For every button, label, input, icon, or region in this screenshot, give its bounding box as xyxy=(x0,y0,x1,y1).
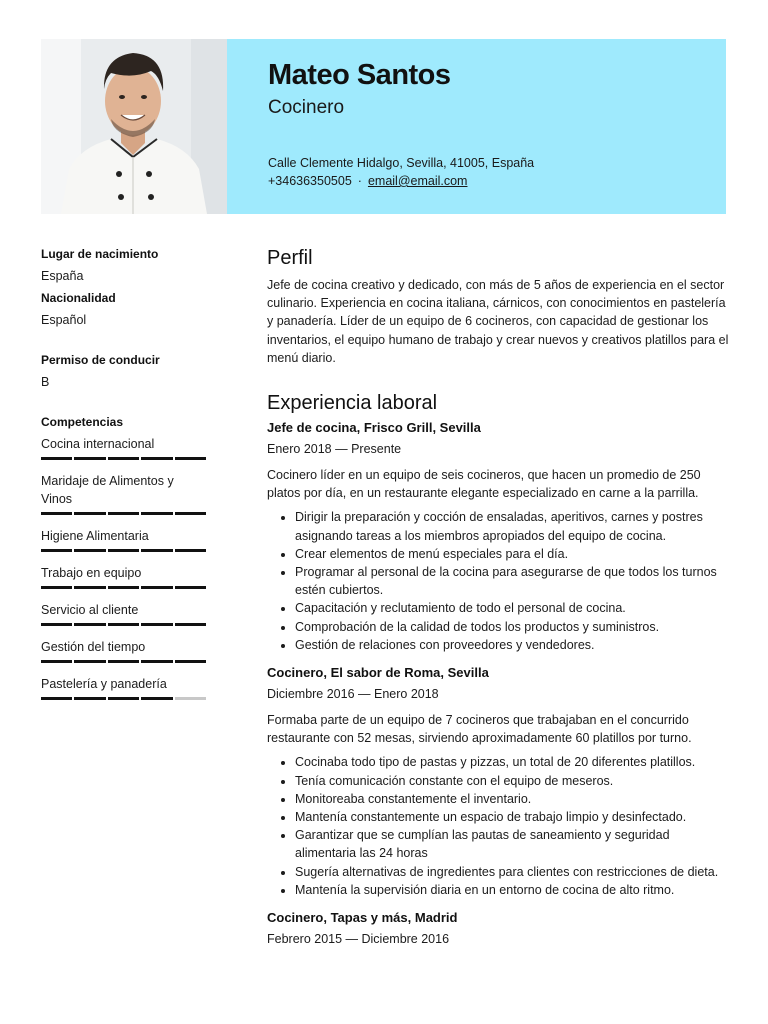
skill-level-segment xyxy=(41,623,72,626)
license-value: B xyxy=(41,375,50,389)
skill-level-bar xyxy=(41,512,206,515)
sidebar xyxy=(41,245,206,700)
nationality-value: Español xyxy=(41,313,87,327)
skill-level-segment xyxy=(141,549,172,552)
job-entry xyxy=(267,664,729,899)
skill-level-segment xyxy=(74,697,105,700)
birthplace-value: España xyxy=(41,269,84,283)
skill-level-segment xyxy=(41,697,72,700)
skill-level-segment xyxy=(175,697,206,700)
license-label: Permiso de conducir xyxy=(41,353,160,367)
skill-level-segment xyxy=(74,512,105,515)
skill-level-segment xyxy=(74,586,105,589)
profile-photo xyxy=(41,39,227,214)
skill-level-segment xyxy=(41,660,72,663)
skill-level-segment xyxy=(108,586,139,589)
job-summary: Cocinero líder en un equipo de seis cocineros, que hacen un promedio de 250 platos por día, en un restaurante elegante especializado en carne a la parrilla. xyxy=(267,468,701,501)
contact-separator: · xyxy=(357,174,362,188)
skill-item xyxy=(41,564,206,589)
skill-level-segment xyxy=(74,549,105,552)
experience-section-title: Experiencia laboral xyxy=(267,392,438,415)
list-item: • Crear elementos de menú especiales para el día. xyxy=(295,545,729,563)
candidate-address: Calle Clemente Hidalgo, Sevilla, 41005, España xyxy=(268,156,535,170)
job-heading: Cocinero, Tapas y más, Madrid xyxy=(267,910,458,926)
skill-level-segment xyxy=(175,586,206,589)
skills-label: Competencias xyxy=(41,415,124,429)
skill-level-bar xyxy=(41,549,206,552)
skill-item xyxy=(41,435,206,460)
contact-line xyxy=(268,174,467,188)
skill-level-segment xyxy=(74,623,105,626)
skill-level-segment xyxy=(41,457,72,460)
skills-list xyxy=(41,435,206,700)
birthplace-label: Lugar de nacimiento xyxy=(41,247,159,261)
job-dates: Febrero 2015 — Diciembre 2016 xyxy=(267,932,450,947)
skill-name: Gestión del tiempo xyxy=(41,640,146,654)
skill-level-segment xyxy=(108,457,139,460)
list-item: • Comprobación de la calidad de todos los productos y suministros. xyxy=(295,618,729,636)
skill-level-segment xyxy=(141,586,172,589)
skill-level-bar xyxy=(41,660,206,663)
job-bullets xyxy=(267,753,729,899)
skill-level-bar xyxy=(41,457,206,460)
skill-level-segment xyxy=(108,660,139,663)
skill-level-segment xyxy=(175,660,206,663)
skill-level-segment xyxy=(141,457,172,460)
list-item: • Gestión de relaciones con proveedores y vendedores. xyxy=(295,636,729,654)
job-entry xyxy=(267,419,729,654)
profile-text: Jefe de cocina creativo y dedicado, con más de 5 años de experiencia en el sector culinario. Experiencia en cocina italiana, cárnicos, con conocimientos en pastelería y panadería. Líder de un equipo de 6 cocineros, con capacidad de gestionar los inventarios, el equipo humano de trabajo y crear nuevos y creativos platillos para el menú diario. xyxy=(267,278,729,365)
skill-item xyxy=(41,601,206,626)
skill-level-segment xyxy=(141,697,172,700)
skill-level-segment xyxy=(108,549,139,552)
list-item: • Dirigir la preparación y cocción de ensaladas, aperitivos, carnes y postres asignando tareas a los miembros apropiados del equipo de cocina. xyxy=(295,508,729,544)
phone-number: +34636350505 xyxy=(268,174,352,188)
job-summary: Formaba parte de un equipo de 7 cocineros que trabajaban en el concurrido restaurante con 52 mesas, sirviendo aproximadamente 60 platillos por turno. xyxy=(267,713,692,746)
skill-level-segment xyxy=(74,660,105,663)
skill-level-bar xyxy=(41,697,206,700)
skill-level-segment xyxy=(41,512,72,515)
list-item: • Programar al personal de la cocina para asegurarse de que todos los turnos estén cubiertos. xyxy=(295,563,729,599)
nationality-label: Nacionalidad xyxy=(41,291,116,305)
list-item: • Monitoreaba constantemente el inventario. xyxy=(295,790,729,808)
skill-level-segment xyxy=(41,549,72,552)
skill-level-segment xyxy=(141,512,172,515)
list-item: • Sugería alternativas de ingredientes para clientes con restricciones de dieta. xyxy=(295,863,729,881)
skill-level-bar xyxy=(41,586,206,589)
skill-level-segment xyxy=(175,512,206,515)
skill-level-segment xyxy=(74,457,105,460)
list-item: • Mantenía constantemente un espacio de trabajo limpio y desinfectado. xyxy=(295,808,729,826)
list-item: • Garantizar que se cumplían las pautas de saneamiento y seguridad alimentaria las 24 horas xyxy=(295,826,729,862)
job-dates: Enero 2018 — Presente xyxy=(267,442,402,457)
skill-level-segment xyxy=(108,623,139,626)
job-heading: Cocinero, El sabor de Roma, Sevilla xyxy=(267,665,489,681)
candidate-job-title: Cocinero xyxy=(268,97,345,118)
job-entry xyxy=(267,909,729,948)
skill-level-segment xyxy=(141,660,172,663)
job-bullets xyxy=(267,508,729,654)
job-heading: Jefe de cocina, Frisco Grill, Sevilla xyxy=(267,420,481,436)
skill-level-segment xyxy=(41,586,72,589)
skill-item xyxy=(41,638,206,663)
skill-level-segment xyxy=(108,697,139,700)
list-item: • Cocinaba todo tipo de pastas y pizzas, un total de 20 diferentes platillos. xyxy=(295,753,729,771)
skill-name: Higiene Alimentaria xyxy=(41,529,149,543)
skill-level-segment xyxy=(175,549,206,552)
email-link[interactable]: email@email.com xyxy=(367,174,468,188)
skill-level-segment xyxy=(108,512,139,515)
skill-name: Maridaje de Alimentos y Vinos xyxy=(41,474,174,506)
candidate-name: Mateo Santos xyxy=(268,59,451,91)
skill-name: Servicio al cliente xyxy=(41,603,139,617)
list-item: • Mantenía la supervisión diaria en un entorno de cocina de alto ritmo. xyxy=(295,881,729,899)
list-item: • Capacitación y reclutamiento de todo el personal de cocina. xyxy=(295,599,729,617)
skill-level-bar xyxy=(41,623,206,626)
resume-header xyxy=(41,39,726,214)
profile-section-title: Perfil xyxy=(267,247,313,269)
main-content xyxy=(267,244,729,948)
skill-level-segment xyxy=(141,623,172,626)
skill-level-segment xyxy=(175,623,206,626)
job-dates: Diciembre 2016 — Enero 2018 xyxy=(267,687,439,702)
skill-item xyxy=(41,527,206,552)
skill-level-segment xyxy=(175,457,206,460)
list-item: • Tenía comunicación constante con el equipo de meseros. xyxy=(295,772,729,790)
skill-item xyxy=(41,675,206,700)
skill-name: Cocina internacional xyxy=(41,437,155,451)
skill-name: Pastelería y panadería xyxy=(41,677,167,691)
skill-item xyxy=(41,472,206,515)
skill-name: Trabajo en equipo xyxy=(41,566,142,580)
